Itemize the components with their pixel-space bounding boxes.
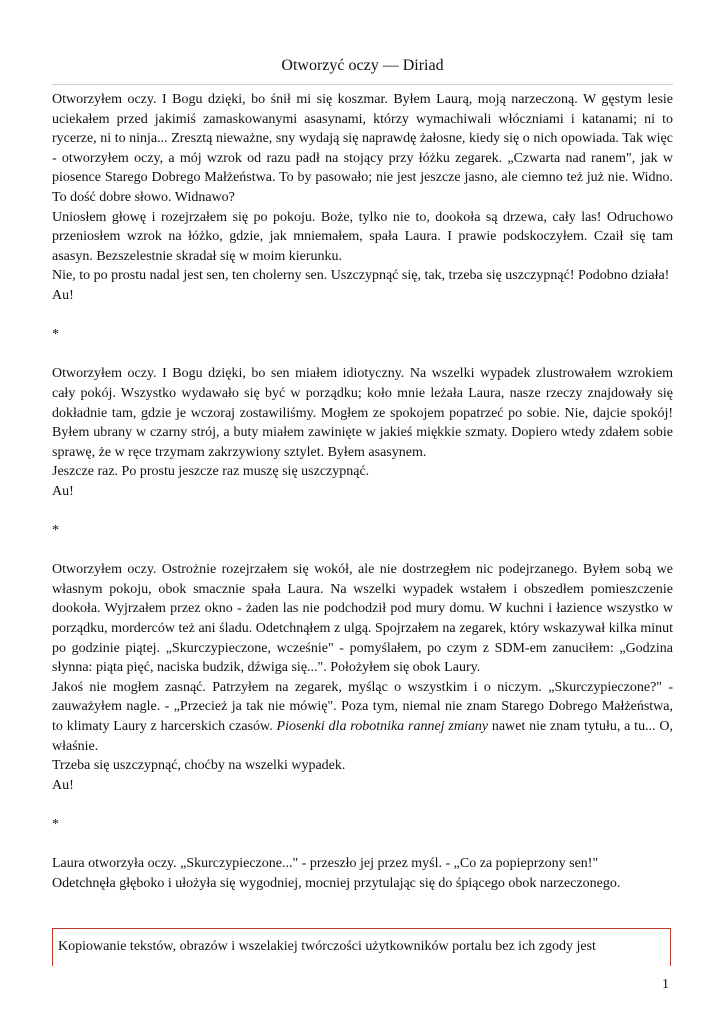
paragraph: Au!	[52, 287, 74, 303]
spacer	[52, 835, 673, 855]
paragraph: Otworzyłem oczy. Ostrożnie rozejrzałem się wokół, ale nie dostrzegłem nic podejrzanego. Byłem sobą we własnym pokoju, obok smacznie spała Laura. Na wszelki wypadek wstałem i obszedłem pomieszczenie dookoła. Wyjrzałem przez okno - żaden las nie podchodził pod mury domu. W kuchni i łazience wszystko w porządku, morderców też ani śladu. Odetchnąłem z ulgą. Spojrzałem na zegarek, który wskazywał kilka minut po godzinie piątej. „Skurczypieczone, wcześnie" - pomyślałem, po czym z SDM-em zanuciłem: „Godzina słynna: piąta pięć, naciska budzik, dźwiga się...". Położyłem się obok Laury.	[52, 562, 673, 676]
document-title: Otworzyć oczy — Diriad	[281, 57, 444, 74]
spacer	[52, 795, 673, 815]
song-title: Piosenki dla robotnika rannej zmiany	[276, 719, 489, 734]
paragraph	[52, 678, 673, 756]
paragraph: Jeszcze raz. Po prostu jeszcze raz muszę się uszczypnąć.	[52, 464, 370, 480]
spacer	[52, 306, 673, 326]
paragraph: Trzeba się uszczypnąć, choćby na wszelki wypadek.	[52, 758, 346, 774]
copyright-notice: Kopiowanie tekstów, obrazów i wszelakiej twórczości użytkowników portalu bez ich zgody jest	[52, 928, 671, 966]
paragraph: Odetchnęła głęboko i ułożyła się wygodniej, mocniej przytulając się do śpiącego obok narzeczonego.	[52, 875, 621, 891]
paragraph-text: nawet nie znam tytułu, a tu... O, właśnie.	[52, 719, 674, 754]
section-separator: *	[52, 327, 59, 343]
section-separator: *	[52, 816, 59, 832]
paragraph: Laura otworzyła oczy. „Skurczypieczone..." - przeszło jej przez myśl. - „Co za popieprzony sen!"	[52, 856, 599, 872]
paragraph: Otworzyłem oczy. I Bogu dzięki, bo sen miałem idiotyczny. Na wszelki wypadek zlustrowałem wzrokiem cały pokój. Wszystko wydawało się być w porządku; koło mnie leżała Laura, nasze rzeczy znajdowały się dokładnie tam, gdzie je wczoraj zostawiliśmy. Mogłem ze spokojem popatrzeć po sobie. Nie, dajcie spokój! Byłem ubrany w czarny strój, a buty miałem zawinięte w jakieś miękkie szmaty. Dopiero wtedy zdałem sobie sprawę, że w ręce trzymam zakrzywiony sztylet. Byłem asasynem.	[52, 366, 673, 460]
spacer	[52, 345, 673, 365]
paragraph: Au!	[52, 483, 74, 499]
spacer	[52, 541, 673, 561]
section-separator: *	[52, 523, 59, 539]
paragraph: Au!	[52, 777, 74, 793]
spacer	[52, 501, 673, 521]
page-number: 1	[662, 977, 669, 992]
story-body	[52, 90, 673, 893]
paragraph: Uniosłem głowę i rozejrzałem się po pokoju. Boże, tylko nie to, dookoła są drzewa, cały las! Odruchowo przeniosłem wzrok na łóżko, gdzie, jak mniemałem, spała Laura. I prawie podskoczyłem. Czaił się tam asasyn. Bezszelestnie skradał się w moim kierunku.	[52, 209, 673, 264]
paragraph: Nie, to po prostu nadal jest sen, ten cholerny sen. Uszczypnąć się, tak, trzeba się uszczypnąć! Podobno działa!	[52, 268, 670, 284]
paragraph: Otworzyłem oczy. I Bogu dzięki, bo śnił mi się koszmar. Byłem Laurą, moją narzeczoną. W gęstym lesie uciekałem przed jakimiś zamaskowanymi asasynami, którzy wymachiwali włóczniami i katanami; ni to rycerze, ni to ninja... Zresztą nieważne, sny wydają się naprawdę żałosne, kiedy się o nich opowiada. Tak więc - otworzyłem oczy, a mój wzrok od razu padł na stojący przy łóżku zegarek. „Czwarta nad ranem", jak w piosence Starego Dobrego Małżeństwa. To by pasowało; nie jest jeszcze jasno, ale ciemno też już nie. Widno. To dość dobre słowo. Widnawo?	[52, 92, 673, 205]
paragraph-text: Jakoś nie mogłem zasnąć. Patrzyłem na zegarek, myśląc o wszystkim i o niczym. „Skurczypieczone?" - zauważyłem nagle. - „Przecież ja tak nie mówię". Poza tym, niemal nie znam Starego Dobrego Małżeństwa, to klimaty Laury z harcerskich czasów.	[52, 679, 673, 734]
title-divider	[52, 84, 673, 85]
